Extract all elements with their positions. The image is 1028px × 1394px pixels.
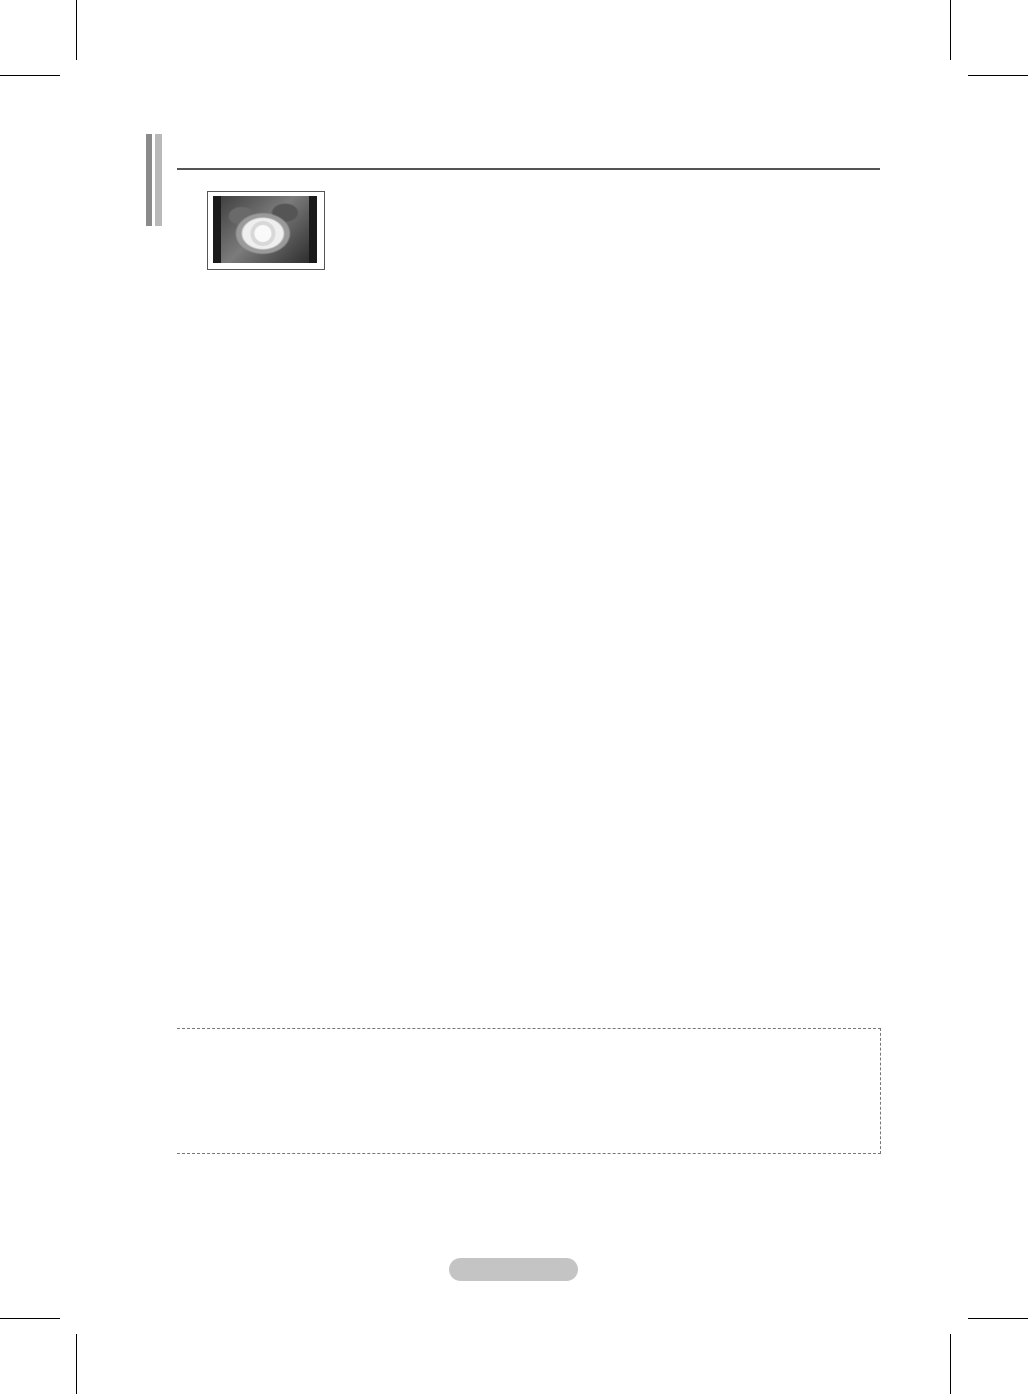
crop-mark-bottom-left-h: [0, 1318, 60, 1319]
instructions-content: [177, 181, 881, 286]
dvb-note-box: [177, 1028, 881, 1154]
crop-mark-top-right-h: [968, 75, 1028, 76]
crop-mark-top-left-h: [0, 75, 60, 76]
page-number-badge: [449, 1258, 578, 1281]
right-black-bar: [309, 196, 317, 263]
flower-image: [213, 196, 309, 263]
crop-mark-bottom-right-h: [968, 1318, 1028, 1319]
title-accent-bar-light: [155, 134, 162, 226]
crop-mark-bottom-left-v: [76, 1334, 77, 1394]
crop-mark-top-left-v: [76, 0, 77, 60]
left-black-bar: [213, 196, 221, 263]
crop-mark-top-right-v: [950, 0, 951, 60]
figure-row: [206, 181, 881, 273]
title-accent-bar-dark: [146, 134, 152, 226]
crop-mark-bottom-right-v: [950, 1334, 951, 1394]
tv-screen-figure: [207, 191, 325, 270]
instruction-item-pdp-damage: [177, 181, 881, 273]
title-rule: [177, 168, 880, 170]
